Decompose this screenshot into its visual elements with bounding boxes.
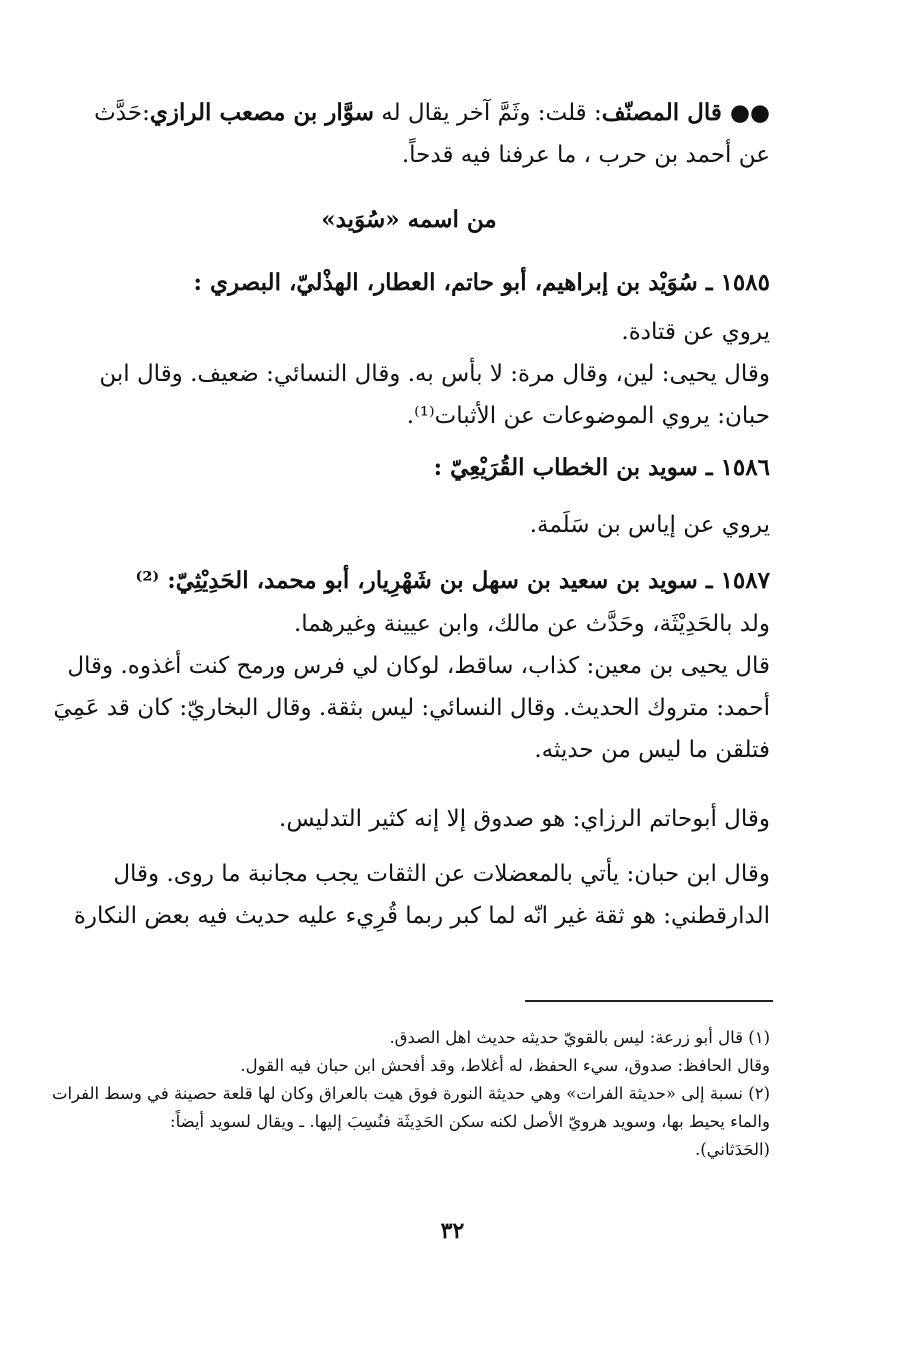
- author-note-name: سوَّار بن مصعب الرازي: [149, 99, 374, 126]
- section-heading-text: من اسمه «سُوَيد»: [321, 206, 497, 233]
- page-number: ٣٢: [440, 1218, 465, 1244]
- entry-line: أحمد: متروك الحديث. وقال النسائي: ليس بثقة. وقال البخاريّ: كان قد عَمِيَ: [53, 695, 770, 721]
- footnote-line: والماء يحيط بها، وسويد هرويّ الأصل لكنه سكن الحَدِيثَة فنُسِبَ إليها. ـ ويقال لسويد أيضاً:: [170, 1112, 770, 1131]
- author-note-text-2: :حَدَّث: [94, 100, 150, 126]
- entry-line: يروي عن قتادة.: [621, 319, 770, 345]
- entry-line: حبان: يروي الموضوعات عن الأثبات⁽¹⁾.: [406, 403, 770, 429]
- entry-1587-body-3: [48, 853, 770, 937]
- entry-1587-body-2: [48, 798, 770, 840]
- author-note-text-1: : قلت: وثَمَّ آخر يقال له: [373, 100, 602, 126]
- author-note-lead: ●● قال المصنّف: [601, 99, 770, 126]
- footnotes: [48, 1024, 770, 1164]
- entry-line: قال يحيى بن معين: كذاب، ساقط، لوكان لي فرس ورمح كنت أغذوه. وقال: [67, 653, 770, 679]
- footnote-line: (٢) نسبة إلى «حديثة الفرات» وهي حديثة النورة فوق هيت بالعراق وكان لها قلعة حصينة في وسط الفرات: [51, 1084, 770, 1103]
- entry-line: فتلقن ما ليس من حديثه.: [534, 737, 770, 763]
- entry-heading: ١٥٨٦ ـ سويد بن الخطاب القُرَيْعِيّ :: [433, 454, 770, 481]
- entry-line: وقال ابن حبان: يأتي بالمعضلات عن الثقات يجب مجانبة ما روى. وقال: [113, 861, 770, 887]
- entry-1585: [48, 262, 770, 304]
- entry-1587: [48, 560, 770, 602]
- entry-line: يروي عن إياس بن سَلَمة.: [529, 512, 770, 538]
- entry-line: وقال أبوحاتم الرزاي: هو صدوق إلا إنه كثير التدليس.: [279, 806, 770, 832]
- footnote-line: وقال الحافظ: صدوق، سيء الحفظ، له أغلاط، وقد أفحش ابن حبان فيه القول.: [240, 1056, 770, 1075]
- entry-line: ولد بالحَدِيْثَة، وحَدَّث عن مالك، وابن عيينة وغيرهما.: [293, 611, 770, 637]
- entry-heading: ١٥٨٥ ـ سُوَيْد بن إبراهيم، أبو حاتم، العطار، الهذْليّ، البصري :: [193, 269, 770, 296]
- entry-line: الدارقطني: هو ثقة غير انّه لما كبر ربما قُرِيء عليه حديث فيه بعض النكارة: [73, 903, 770, 929]
- entry-line: وقال يحيى: لين، وقال مرة: لا بأس به. وقال النسائي: ضعيف. وقال ابن: [99, 361, 770, 387]
- entry-1585-body: [48, 311, 770, 437]
- footnote-line: (الحَدَثاني).: [694, 1140, 770, 1159]
- footnote-separator: [525, 1000, 773, 1002]
- author-note: [48, 92, 770, 176]
- author-note-line-2: عن أحمد بن حرب ، ما عرفنا فيه قدحاً.: [401, 142, 770, 168]
- entry-1587-body: [48, 603, 770, 771]
- footnote-line: (١) قال أبو زرعة: ليس بالقويّ حديثه حديث اهل الصدق.: [389, 1028, 770, 1047]
- entry-1586: [48, 447, 770, 489]
- entry-heading: ١٥٨٧ ـ سويد بن سعيد بن سهل بن شَهْرِيار، أبو محمد، الحَدِيْثِيّ: ⁽²⁾: [135, 567, 770, 594]
- entry-1586-body: [48, 504, 770, 546]
- section-heading: [48, 199, 770, 241]
